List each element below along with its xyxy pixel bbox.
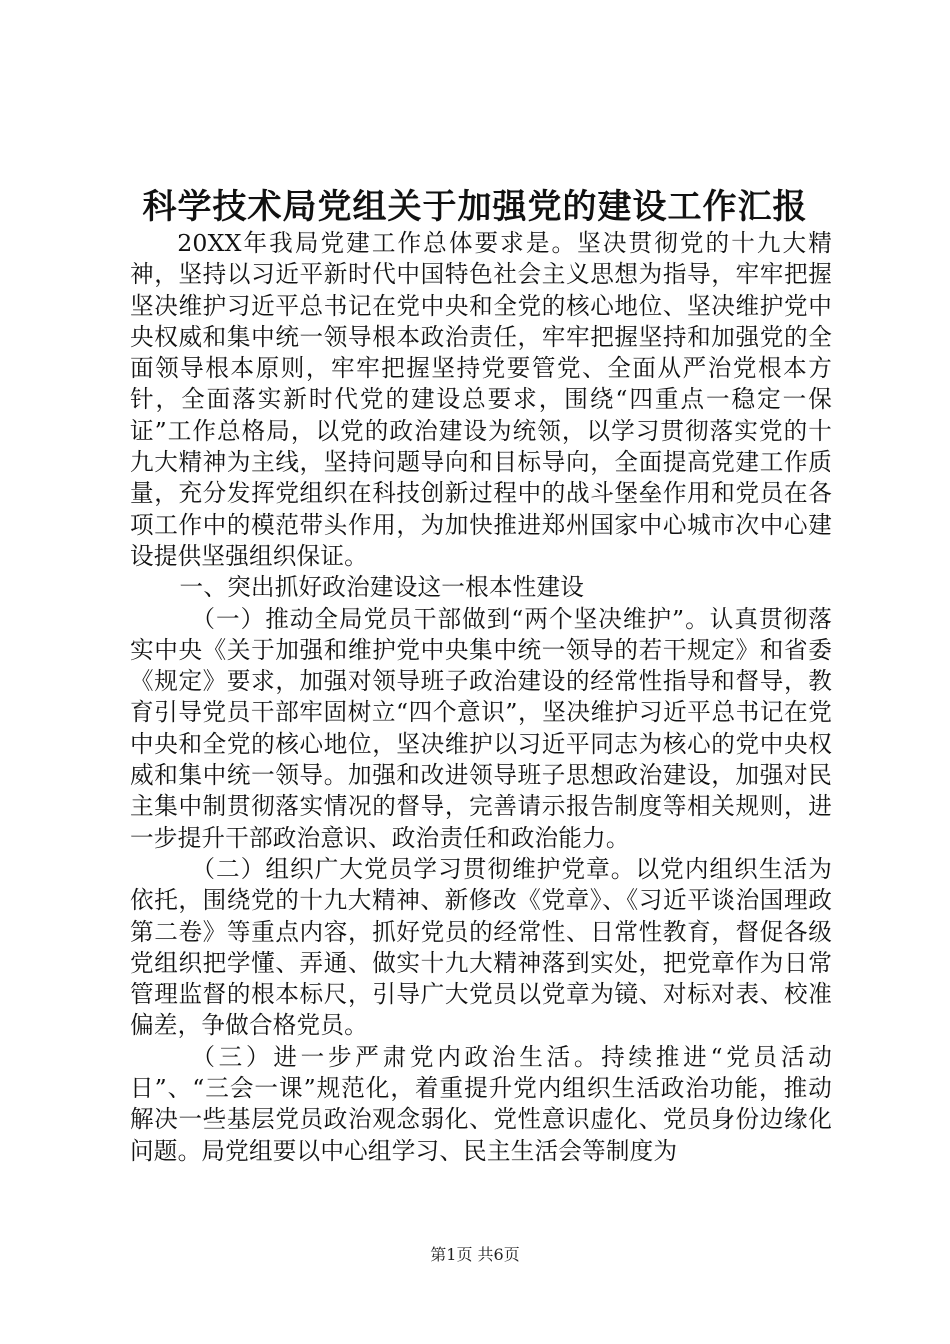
paragraph-intro: 20XX年我局党建工作总体要求是。坚决贯彻党的十九大精神，坚持以习近平新时代中国特色社会主义思想为指导，牢牢把握坚决维护习近平总书记在党中央和全党的核心地位、坚决维护党中央权威和集中统一领导根本政治责任，牢牢把握坚持和加强党的全面领导根本原则，牢牢把握坚持党要管党、全面从严治党根本方针，全面落实新时代党的建设总要求，围绕“四重点一稳定一保证”工作总格局，以党的政治建设为统领，以学习贯彻落实党的十九大精神为主线，坚持问题导向和目标导向，全面提高党建工作质量，充分发挥党组织在科技创新过程中的战斗堡垒作用和党员在各项工作中的模范带头作用，为加快推进郑州国家中心城市次中心建设提供坚强组织保证。 xyxy=(130,229,832,570)
paragraph-item-1: （一）推动全局党员干部做到“两个坚决维护”。认真贯彻落实中央《关于加强和维护党中央集中统一领导的若干规定》和省委《规定》要求，加强对领导班子政治建设的经常性指导和督导，教育引导党员干部牢固树立“四个意识”，坚决维护习近平总书记在党中央和全党的核心地位，坚决维护以习近平同志为核心的党中央权威和集中统一领导。加强和改进领导班子思想政治建设，加强对民主集中制贯彻落实情况的督导，完善请示报告制度等相关规则，进一步提升干部政治意识、政治责任和政治能力。 xyxy=(130,604,832,852)
section-heading-1: 一、突出抓好政治建设这一根本性建设 xyxy=(179,573,585,602)
paragraph-item-3: （三）进一步严肃党内政治生活。持续推进“党员活动日”、“三会一课”规范化，着重提升党内组织生活政治功能，推动解决一些基层党员政治观念弱化、党性意识虚化、党员身份边缘化问题。局党组要以中心组学习、民主生活会等制度为 xyxy=(130,1042,832,1165)
document-body xyxy=(130,228,832,1167)
paragraph-item-2: （二）组织广大党员学习贯彻维护党章。以党内组织生活为依托，围绕党的十九大精神、新修改《党章》、《习近平谈治国理政第二卷》等重点内容，抓好党员的经常性、日常性教育，督促各级党组织把学懂、弄通、做实十九大精神落到实处，把党章作为日常管理监督的根本标尺，引导广大党员以党章为镜、对标对表、校准偏差，争做合格党员。 xyxy=(130,854,832,1040)
document-title: 科学技术局党组关于加强党的建设工作汇报 xyxy=(142,187,808,227)
page-footer: 第1页 共6页 xyxy=(430,1245,520,1264)
